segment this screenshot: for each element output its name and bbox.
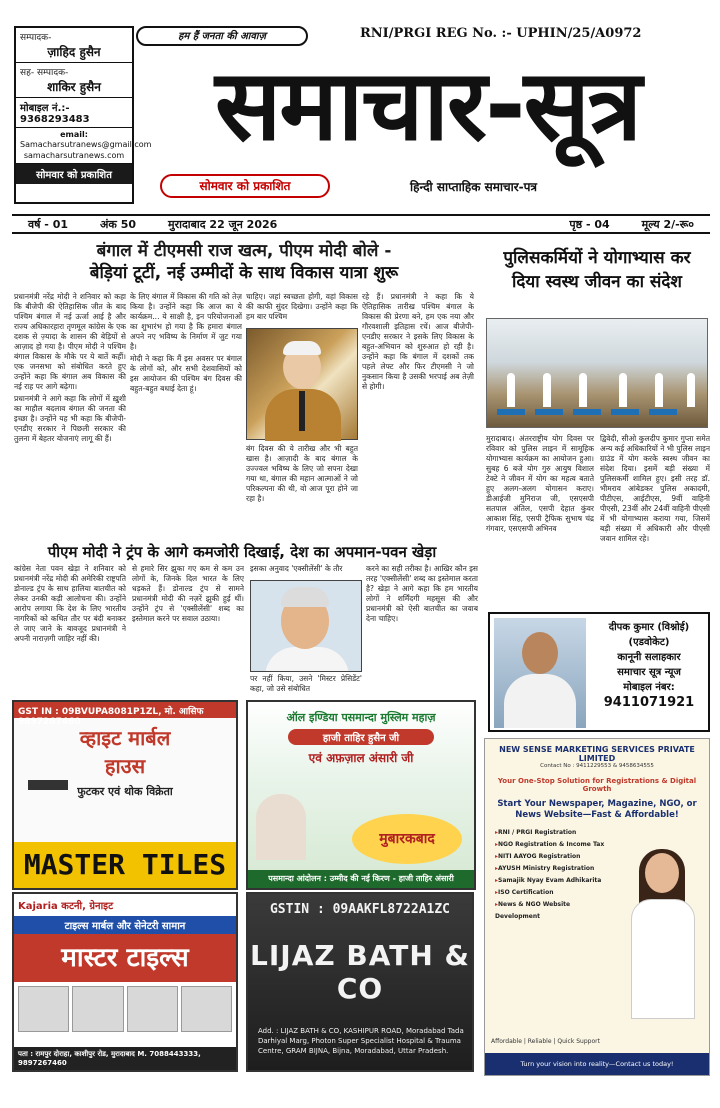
coeditor-label: सह- सम्पादक- — [20, 68, 69, 78]
pasmanda-line3: एवं अफ़ज़ाल अंसारी जी — [308, 751, 414, 765]
lijaz-address: Add. : LIJAZ BATH & CO, KASHIPUR ROAD, Moradabad Tada Darhiyal Marg, Photon Super Specialist Hospital & Trauma Centre, GRAM BIJNA, Bijna, Moradabad, Uttar Pradesh. — [258, 1027, 464, 1055]
advocate-ad — [488, 612, 710, 732]
published-day-pill: सोमवार को प्रकाशित — [160, 174, 330, 198]
story1-col3-para: चाहिए। जहां स्वच्छता होगी, वहां विकास की काफी सुंदर दिखेगा। उन्होंने कहा कि हम बार पश्चिम — [246, 292, 358, 321]
nsm-start: Start Your Newspaper, Magazine, NGO, or News Website—Fast & Affordable! — [497, 799, 697, 820]
white-marble-line2: हाउस — [104, 754, 146, 778]
email-block — [16, 128, 152, 164]
story3-column-3-top — [250, 564, 362, 578]
advocate-text — [590, 620, 708, 710]
story1-col2-para: के लिए बंगाल में विकास की गति को तेज़ किया है। उन्होंने कहा कि आज का ये कार्यक्रम... ये साक्षी है, इन परियोजनाओं का शुभारंभ हो गया है कि हमारा बंगाल अपने नए भविष्य के निर्माण में जुट गया है। — [130, 292, 242, 351]
story2-headline-a: पुलिसकर्मियों ने योगाभ्यास कर — [503, 248, 691, 268]
nsm-service: ▸ NGO Registration & Income Tax — [495, 839, 605, 851]
white-marble-ad — [12, 700, 238, 890]
weekly-label: हिन्दी साप्ताहिक समाचार-पत्र — [410, 180, 538, 194]
nsm-contact: Contact No : 9411229553 & 9458634555 — [540, 763, 654, 769]
place-date: मुरादाबाद 22 जून 2026 — [168, 217, 278, 231]
page-number: पृष्ठ - 04 — [569, 217, 610, 231]
story1-col4-para: रहे हैं। प्रधानमंत्री ने कहा कि ये ऐतिहासिक तारीख पश्चिम बंगाल के विकास की प्रेरणा बने, हम एक नया और गौरवशाली इतिहास रचें। आज बीजेपी-एनडीए सरकार ने इसके लिए विकास के बहुत-अभियान को शुरुआत हो रही है। उन्होंने कहा कि बंगाल में दशकों तक पहले लेफ्ट और फिर टीएमसी ने जो नुकसान किया है उसकी भरपाई अब तेज़ी से होगी। — [362, 292, 474, 391]
tile-images — [14, 982, 236, 1036]
masthead — [10, 22, 710, 210]
story2-col1-para: मुरादाबाद। अंतरराष्ट्रीय योग दिवस पर रविवार को पुलिस लाइन में सामूहिक योगाभ्यास कार्यक्रम का आयोजन हुआ। सुबह 6 बजे योग गुरु आयुष विशाल टेक्टे ने जीवन में योग का महत्व बताते हुए अलग-अलग योगासन कराए। डीआईजी मुनिराज जी, एसएसपी सतपाल अंतिल, एसपी देहात कुंवर आकाश सिंह, एसपी ट्रैफिक सुभाष चंद्र गंगवार, एसएसपी अभिनव — [486, 434, 594, 533]
story1-col3b-para: बंग दिवस की ये तारीख और भी बहुत खास है। आज़ादी के बाद बंगाल के उज्ज्वल भविष्य के लिए जो सपना देखा गया था, बंगाल की महान आत्माओं ने जो परिकल्पना की थी, वो आज पूरा होने जा रहा है। — [246, 444, 358, 503]
advocate-name: दीपक कुमार (विश्नोई) — [608, 622, 690, 633]
kajaria-brand: Kajaria कटनी, ग्रेनाइट — [14, 894, 236, 916]
person-photo — [256, 794, 306, 860]
nsm-one-stop: Your One-Stop Solution for Registrations & Digital Growth — [497, 777, 697, 793]
story2-headline — [484, 246, 710, 294]
email-label: email: — [60, 130, 88, 139]
advocate-org: समाचार सूत्र न्यूज — [617, 667, 681, 678]
story3-col1-para: कांग्रेस नेता पवन खेड़ा ने शनिवार को प्रधानमंत्री नरेंद्र मोदी की अमेरिकी राष्ट्रपति डोनाल्ड ट्रंप के साथ हालिया बातचीत को लेकर उनकी कड़ी आलोचना की। उन्होंने आरोप लगाया कि देश के लिए भारतीय नागरिकों को कथित तौर पर बंदी बनाकर ले जाए जाने के बावजूद प्रधानमंत्री ने अपनी नाराज़गी जाहिर नहीं की। — [14, 564, 126, 643]
arrow-left-icon — [28, 780, 68, 790]
email-address[interactable]: Samacharsutranews@gmail.com — [20, 140, 152, 150]
registration-number: RNI/PRGI REG No. :- UPHIN/25/A0972 — [360, 26, 642, 41]
story3-column-3-bottom — [250, 674, 362, 696]
story1-column-3-top — [246, 292, 358, 326]
nsm-service: ▸ RNI / PRGI Registration — [495, 827, 605, 839]
mobile-number: 9368293483 — [20, 114, 90, 125]
greeting-badge: मुबारकबाद — [352, 814, 462, 864]
pasmanda-ad — [246, 700, 476, 890]
story3-column-1 — [14, 564, 126, 696]
story3-column-2 — [132, 564, 244, 696]
website[interactable]: samacharsutranews.com — [23, 150, 125, 160]
story3-col2-para: से हमारे सिर झुका गए कम से कम उन लोगों के, जिनके दिल भारत के लिए धड़कते हैं। डोनाल्ड ट्रंप से सामने प्रधानमंत्री मोदी की नज़रें झुकी हुई थीं। उन्होंने ट्रंप से 'एक्सीलेंसी' शब्द का इस्तेमाल करने पर सवाल उठाया। — [132, 564, 244, 623]
advocate-role: कानूनी सलाहकार — [617, 652, 681, 663]
lijaz-gst: GSTIN : 09AAKFL8722A1ZC — [269, 902, 450, 917]
kajaria-mid: टाइल्स मार्बल और सेनेटरी सामान — [14, 916, 236, 934]
lijaz-name: LIJAZ BATH & CO — [250, 939, 470, 1005]
story2-col2-para: द्विवेदी, सीओ कुलदीप कुमार गुप्ता समेत अन्य कई अधिकारियों ने भी पुलिस लाइन ग्राउंड में योग करके स्वस्थ जीवन का संदेश दिया। इसमें बड़ी संख्या में पुलिसकर्मी शामिल हुए। इसी तरह डॉ. भीमराव आंबेडकर पुलिस अकादमी, पीटीएस, आईटीएस, 9वीं वाहिनी पीएसी, 23वीं और 24वीं वाहिनी पीएसी में भी योगाभ्यास कराया गया, जिसमें बड़ी संख्या में अधिकारी और पीएसी जवान शामिल रहे। — [600, 434, 710, 543]
published-day-left: सोमवार को प्रकाशित — [16, 164, 132, 184]
nsm-service: ▸ News & NGO Website Development — [495, 899, 605, 923]
story1-col1-para: प्रधानमंत्री नरेंद्र मोदी ने शनिवार को कहा कि बीजेपी की ऐतिहासिक जीत के बाद पश्चिम बंगाल में नई ऊर्जा आई है और राज्य अधिकारहारा तृणमूल कांग्रेस के एक दशक से ज़्यादा के शासन की बेड़ियों से आज़ाद हो गया है। पीएम मोदी ने पश्चिम बंगाल विकास के मौके पर ये बातें कहीं। एक जनसभा को संबोधित करते हुए उन्होंने कहा कि बंगाल अब विकास की नई राह पर आगे बढ़ेगा। — [14, 292, 126, 391]
advocate-title: (एडवोकेट) — [628, 637, 670, 648]
story3-col4-para: करने का सही तरीका है। आखिर कौन इस तरह 'एक्सीलेंसी' शब्द का इस्तेमाल करता है? खेड़ा ने आगे कहा कि हम भारतीय लोगों ने शर्मिंदगी महसूस की और प्रधानमंत्री को ऐसी बातचीत का जवाब देना चाहिए। — [366, 564, 478, 623]
story1-column-1 — [14, 292, 126, 538]
story2-column-2 — [600, 434, 710, 608]
pasmanda-bottom: पसमान्दा आंदोलन : उम्मीद की नई किरण - हाजी ताहिर अंसारी — [248, 870, 474, 888]
mobile-block — [16, 98, 132, 128]
story1-headline-a: बंगाल में टीएमसी राज खत्म, पीएम मोदी बोले - — [96, 241, 392, 261]
story3-column-4 — [366, 564, 478, 696]
white-marble-gst: GST IN : 09BVUPA8081P1ZL, मो. आसिफ 9897267460 — [14, 702, 236, 718]
story1-col1b-para: प्रधानमंत्री ने आगे कहा कि लोगों में ख़ुशी का माहौल बदलाव बंगाल की जनता की इच्छा है। उन्होंने यह भी कहा कि बीजेपी-एनडीए सरकार ने पिछली सरकार की तुलना में बेहतर योजनाएं लागू की हैं। — [14, 394, 126, 443]
nsm-services-list — [495, 827, 605, 923]
pawan-kheda-photo — [250, 580, 362, 672]
story1-column-4 — [362, 292, 474, 538]
newspaper-title: समाचार-सूत्र — [215, 49, 640, 163]
price: मूल्य 2/-रू० — [641, 217, 694, 231]
master-tiles-brand: MASTER TILES — [14, 842, 236, 888]
story3-headline: पीएम मोदी ने ट्रंप के आगे कमजोरी दिखाई, देश का अपमान-पवन खेड़ा — [47, 543, 437, 561]
advocate-mobile-label: मोबाइल नंबर: — [623, 682, 675, 693]
story3-col3b-para: पर नहीं किया, उसने 'मिस्टर प्रेसिडेंट' कहा, जो उसे संबोधित — [250, 674, 362, 693]
editor-box — [14, 26, 152, 204]
master-tiles-ad — [12, 892, 238, 1072]
advocate-phone: 9411071921 — [603, 695, 695, 710]
white-marble-title — [14, 724, 236, 780]
editor-label: सम्पादक- — [20, 33, 52, 43]
white-marble-sub: फुटकर एवं थोक विक्रेता — [77, 785, 173, 798]
kajaria-title: मास्टर टाइल्स — [14, 934, 236, 982]
advocate-photo — [494, 618, 586, 728]
year: वर्ष - 01 — [28, 217, 69, 231]
story2-headline-b: दिया स्वस्थ जीवन का संदेश — [511, 272, 682, 292]
story1-col2b-para: मोदी ने कहा कि मैं इस अवसर पर बंगाल के लोगों को, और सभी देशवासियों को इस आयोजन की पश्चिम बंग दिवस की बहुत-बहुत बधाई देता हूं। — [130, 354, 242, 393]
mobile-label: मोबाइल नं.:- — [20, 103, 70, 114]
issue-info-bar — [12, 214, 710, 234]
slogan: हम हैं जनता की आवाज़ — [136, 26, 308, 46]
story2-column-1 — [486, 434, 594, 608]
editor-name: ज़ाहिद हुसैन — [16, 43, 132, 63]
kajaria-address: पता : रामपुर दोराहा, काशीपुर रोड, मुरादाबाद M. 7088443333, 9897267460 — [14, 1047, 236, 1070]
new-sense-marketing-ad — [484, 738, 710, 1076]
nsm-service: ▸ AYUSH Ministry Registration — [495, 863, 605, 875]
nsm-service: ▸ ISO Certification — [495, 887, 605, 899]
coeditor-name: शाकिर हुसैन — [16, 78, 132, 98]
story1-column-2 — [130, 292, 242, 538]
nsm-footer: Turn your vision into reality—Contact us today! — [485, 1053, 709, 1075]
model-photo — [623, 849, 703, 1045]
lijaz-bath-ad — [246, 892, 474, 1072]
nsm-service: ▸ Samajik Nyay Evam Adhikarita — [495, 875, 605, 887]
pasmanda-line2: हाजी ताहिर हुसैन जी — [288, 729, 434, 745]
nsm-tagline: Affordable | Reliable | Quick Support — [491, 1038, 600, 1045]
issue-number: अंक 50 — [100, 217, 137, 231]
nsm-service: ▸ NITI AAYOG Registration — [495, 851, 605, 863]
yoga-photo — [486, 318, 708, 428]
story1-column-3-bottom — [246, 444, 358, 538]
pasmanda-line1: ऑल इण्डिया पसमान्दा मुस्लिम महाज़ — [286, 711, 436, 724]
nsm-company: NEW SENSE MARKETING SERVICES PRIVATE LIMITED — [499, 745, 695, 763]
pm-modi-photo — [246, 328, 358, 440]
white-marble-line1: व्हाइट मार्बल — [79, 726, 171, 750]
story1-headline-b: बेड़ियां टूटीं, नई उम्मीदों के साथ विकास यात्रा शुरू — [89, 263, 399, 283]
story3-col3-para: इसका अनुवाद 'एक्सीलेंसी' के तौर — [250, 564, 343, 573]
